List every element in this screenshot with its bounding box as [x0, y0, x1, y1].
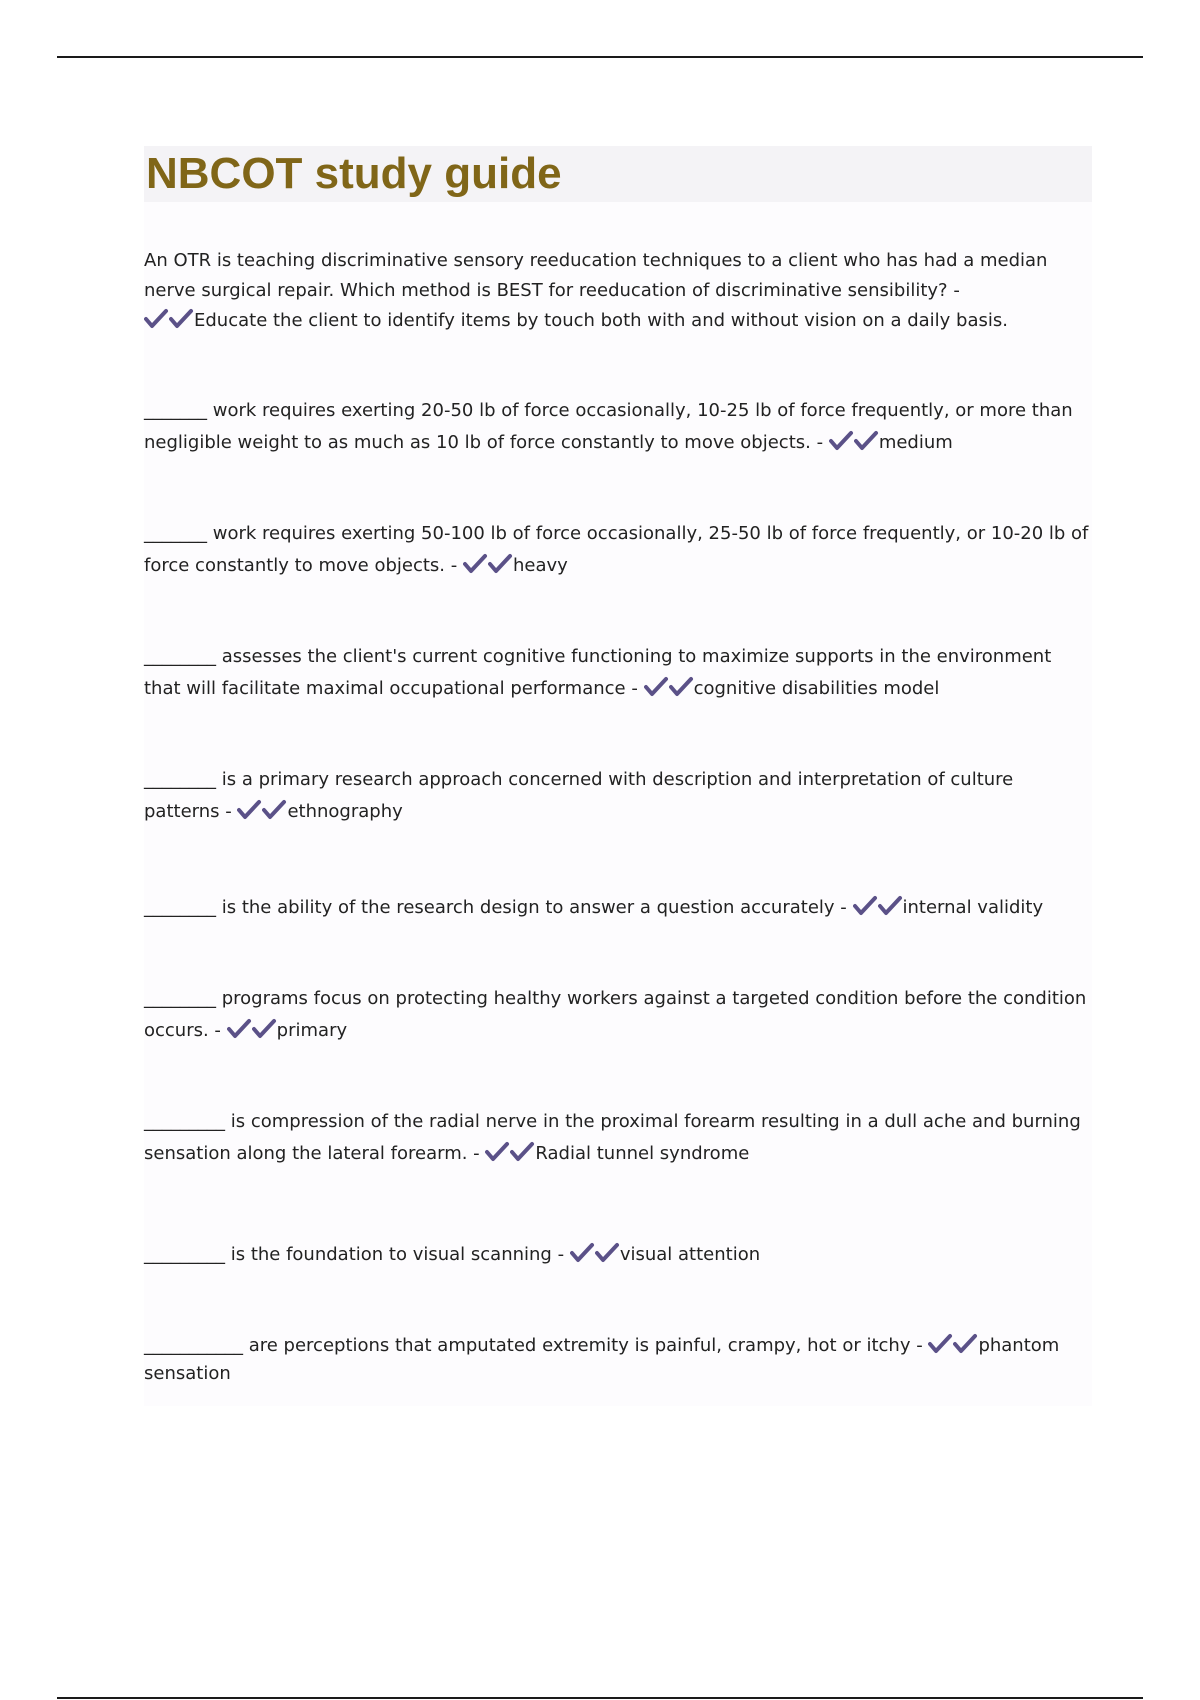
- qa-item-7: [144, 983, 1092, 1047]
- question-text: _________ is compression of the radial nerve in the proximal forearm resulting in a dull ache and burning sensation along the lateral forearm. -: [144, 1111, 1081, 1164]
- question-text: ________ programs focus on protecting healthy workers against a targeted condition before the condition occurs. -: [144, 988, 1087, 1041]
- answer-text: ethnography: [287, 801, 403, 822]
- check-icon: [488, 553, 513, 575]
- question-text: An OTR is teaching discriminative sensory reeducation techniques to a client who has had a median nerve surgical repair. Which method is BEST for reeducation of discriminative sensibility? -: [144, 250, 1048, 301]
- check-icon: [510, 1141, 535, 1163]
- check-icon: [854, 430, 879, 452]
- title-band: [144, 146, 1092, 202]
- qa-item-1: [144, 246, 1092, 336]
- question-text: ________ assesses the client's current cognitive functioning to maximize supports in the environment that will facilitate maximal occupational performance -: [144, 646, 1052, 699]
- question-text: ________ is a primary research approach concerned with description and interpretation of culture patterns -: [144, 769, 1014, 822]
- check-icon: [829, 430, 854, 452]
- answer-text: Educate the client to identify items by touch both with and without vision on a daily basis.: [194, 310, 1008, 331]
- answer-text: primary: [276, 1020, 348, 1041]
- qa-item-6: [144, 892, 1092, 924]
- answer-text: internal validity: [902, 897, 1044, 918]
- page-title: NBCOT study guide: [146, 149, 562, 198]
- qa-item-9: [144, 1239, 1092, 1271]
- check-icon: [485, 1141, 510, 1163]
- document-page: [144, 146, 1092, 1406]
- check-icon: [252, 1018, 277, 1040]
- answer-text: Radial tunnel syndrome: [535, 1143, 750, 1164]
- answer-text: heavy: [512, 555, 568, 576]
- check-icon: [669, 676, 694, 698]
- qa-item-5: [144, 764, 1092, 828]
- check-icon: [144, 308, 169, 330]
- answer-text: visual attention: [619, 1244, 761, 1265]
- question-text: _________ is the foundation to visual scanning -: [144, 1244, 565, 1265]
- check-icon: [595, 1242, 620, 1264]
- question-text: _______ work requires exerting 20-50 lb of force occasionally, 10-25 lb of force frequently, or more than negligible weight to as much as 10 lb of force constantly to move objects. -: [144, 400, 1073, 453]
- check-icon: [878, 895, 903, 917]
- qa-item-8: [144, 1106, 1092, 1170]
- answer-text: phantom sensation: [144, 1335, 1060, 1384]
- check-icon: [928, 1333, 953, 1355]
- qa-item-10: [144, 1332, 1092, 1388]
- check-icon: [227, 1018, 252, 1040]
- qa-item-3: [144, 518, 1092, 582]
- answer-text: medium: [878, 432, 953, 453]
- check-icon: [570, 1242, 595, 1264]
- check-icon: [237, 799, 262, 821]
- check-icon: [463, 553, 488, 575]
- qa-item-4: [144, 641, 1092, 705]
- qa-item-2: [144, 395, 1092, 459]
- top-rule: [57, 56, 1143, 58]
- answer-text: cognitive disabilities model: [693, 678, 940, 699]
- question-text: _______ work requires exerting 50-100 lb of force occasionally, 25-50 lb of force frequently, or 10-20 lb of force constantly to move objects. -: [144, 523, 1089, 576]
- bottom-rule: [57, 1697, 1143, 1699]
- question-text: ___________ are perceptions that amputated extremity is painful, crampy, hot or itchy -: [144, 1335, 923, 1356]
- check-icon: [262, 799, 287, 821]
- check-icon: [169, 308, 194, 330]
- check-icon: [953, 1333, 978, 1355]
- question-text: ________ is the ability of the research design to answer a question accurately -: [144, 897, 847, 918]
- check-icon: [644, 676, 669, 698]
- check-icon: [853, 895, 878, 917]
